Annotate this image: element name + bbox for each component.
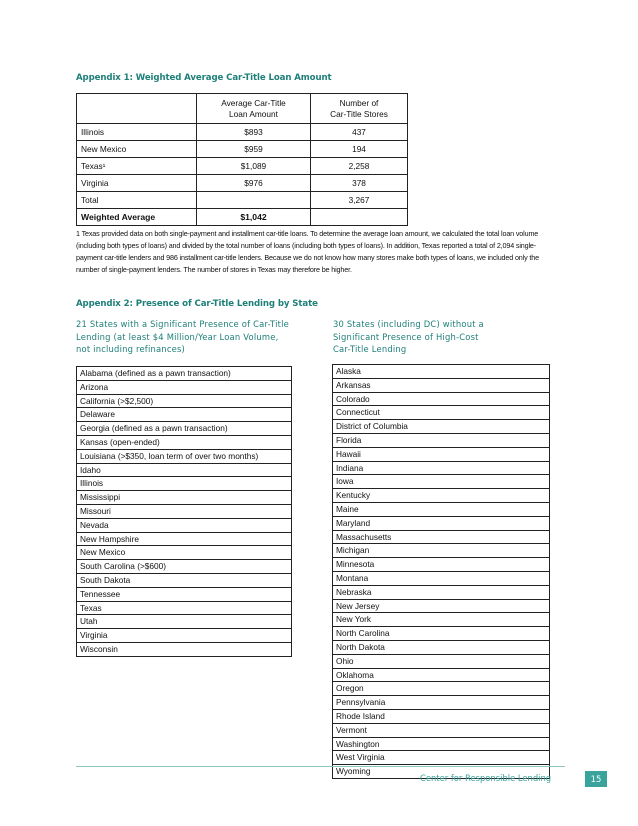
list-item: Texas xyxy=(77,602,291,616)
with-presence-heading-line: not including refinances) xyxy=(76,344,186,354)
list-item: Idaho xyxy=(77,464,291,478)
table-row xyxy=(77,175,408,192)
loan-amount-table xyxy=(76,93,408,226)
without-presence-heading-line: 30 States (including DC) without a xyxy=(333,319,484,329)
table-row xyxy=(77,158,408,175)
with-presence-heading-line: 21 States with a Significant Presence of Car-Title xyxy=(76,319,289,329)
table-footnote: 1 Texas provided data on both single-payment and installment car-title loans. To determine the average loan amount, we calculated the total loan volume (including both types of loans) and divided by the total number of loans (including both types of loans). In addition, Texas reported a total of 2,094 single-payment car-title lenders and 986 installment car-title lenders. Because we do not know how many stores make both types of loans, we included only the number of single-payment lenders. The number of stores in Texas may therefore be higher. xyxy=(76,229,539,274)
without-presence-heading-line: Significant Presence of High-Cost xyxy=(333,331,479,342)
header-avg-line-2: Loan Amount xyxy=(229,108,278,119)
without-presence-heading-line: Car-Title Lending xyxy=(333,344,407,354)
row-store-count xyxy=(311,209,408,226)
row-avg-loan: $1,089 xyxy=(197,158,311,175)
list-item: New Jersey xyxy=(333,600,549,614)
header-avg-line-1: Average Car-Title xyxy=(221,97,286,108)
row-avg-loan: $976 xyxy=(197,175,311,192)
list-item: Kansas (open-ended) xyxy=(77,436,291,450)
row-state: Virginia xyxy=(77,175,197,192)
header-store-count xyxy=(311,94,408,124)
appendix-2-title: Appendix 2: Presence of Car-Title Lending by State xyxy=(76,299,318,309)
list-item: California (>$2,500) xyxy=(77,395,291,409)
list-item: Rhode Island xyxy=(333,710,549,724)
list-item: Illinois xyxy=(77,477,291,491)
list-item: Ohio xyxy=(333,655,549,669)
list-item: Virginia xyxy=(77,629,291,643)
list-item: District of Columbia xyxy=(333,420,549,434)
states-without-presence-list xyxy=(332,364,550,779)
with-presence-heading-line: Lending (at least $4 Million/Year Loan Volume, xyxy=(76,331,279,342)
list-item: Massachusetts xyxy=(333,531,549,545)
row-state: Total xyxy=(77,192,197,209)
footer-organization: Center for Responsible Lending xyxy=(420,773,552,783)
list-item: Washington xyxy=(333,738,549,752)
list-item: Indiana xyxy=(333,462,549,476)
table-row-weighted-average xyxy=(77,209,408,226)
list-item: Tennessee xyxy=(77,588,291,602)
without-presence-heading xyxy=(333,318,533,356)
row-store-count: 437 xyxy=(311,124,408,141)
list-item: Minnesota xyxy=(333,558,549,572)
list-item: Vermont xyxy=(333,724,549,738)
row-avg-loan: $1,042 xyxy=(197,209,311,226)
list-item: Florida xyxy=(333,434,549,448)
list-item: Alabama (defined as a pawn transaction) xyxy=(77,367,291,381)
row-store-count: 3,267 xyxy=(311,192,408,209)
list-item: Pennsylvania xyxy=(333,696,549,710)
list-item: Nebraska xyxy=(333,586,549,600)
list-item: Arizona xyxy=(77,381,291,395)
header-blank xyxy=(77,94,197,124)
list-item: New Hampshire xyxy=(77,533,291,547)
list-item: Kentucky xyxy=(333,489,549,503)
list-item: Oklahoma xyxy=(333,669,549,683)
row-store-count: 378 xyxy=(311,175,408,192)
list-item: Colorado xyxy=(333,393,549,407)
row-avg-loan: $959 xyxy=(197,141,311,158)
row-store-count: 2,258 xyxy=(311,158,408,175)
footer-divider xyxy=(76,766,565,767)
list-item: Maryland xyxy=(333,517,549,531)
header-stores-line-2: Car-Title Stores xyxy=(330,108,388,119)
table-header-row xyxy=(77,94,408,124)
list-item: Hawaii xyxy=(333,448,549,462)
row-avg-loan: $893 xyxy=(197,124,311,141)
list-item: Wyoming xyxy=(333,765,549,779)
table-row-total xyxy=(77,192,408,209)
list-item: Missouri xyxy=(77,505,291,519)
list-item: Oregon xyxy=(333,682,549,696)
list-item: Alaska xyxy=(333,365,549,379)
table-row xyxy=(77,124,408,141)
list-item: Delaware xyxy=(77,408,291,422)
with-presence-heading xyxy=(76,318,291,356)
list-item: Michigan xyxy=(333,544,549,558)
row-state: Weighted Average xyxy=(77,209,197,226)
list-item: North Carolina xyxy=(333,627,549,641)
list-item: New York xyxy=(333,613,549,627)
list-item: Arkansas xyxy=(333,379,549,393)
list-item: Wisconsin xyxy=(77,643,291,657)
page-number: 15 xyxy=(585,771,607,787)
list-item: West Virginia xyxy=(333,751,549,765)
header-avg-loan xyxy=(197,94,311,124)
list-item: North Dakota xyxy=(333,641,549,655)
list-item: South Dakota xyxy=(77,574,291,588)
list-item: Connecticut xyxy=(333,406,549,420)
row-store-count: 194 xyxy=(311,141,408,158)
list-item: Louisiana (>$350, loan term of over two months) xyxy=(77,450,291,464)
row-state: Illinois xyxy=(77,124,197,141)
list-item: Maine xyxy=(333,503,549,517)
list-item: Nevada xyxy=(77,519,291,533)
row-state: Texas¹ xyxy=(77,158,197,175)
row-avg-loan xyxy=(197,192,311,209)
appendix-1-title: Appendix 1: Weighted Average Car-Title Loan Amount xyxy=(76,73,332,83)
list-item: New Mexico xyxy=(77,546,291,560)
list-item: Montana xyxy=(333,572,549,586)
list-item: South Carolina (>$600) xyxy=(77,560,291,574)
header-stores-line-1: Number of xyxy=(339,97,379,108)
list-item: Georgia (defined as a pawn transaction) xyxy=(77,422,291,436)
states-with-presence-list xyxy=(76,366,292,657)
table-row xyxy=(77,141,408,158)
row-state: New Mexico xyxy=(77,141,197,158)
list-item: Utah xyxy=(77,615,291,629)
list-item: Iowa xyxy=(333,475,549,489)
list-item: Mississippi xyxy=(77,491,291,505)
